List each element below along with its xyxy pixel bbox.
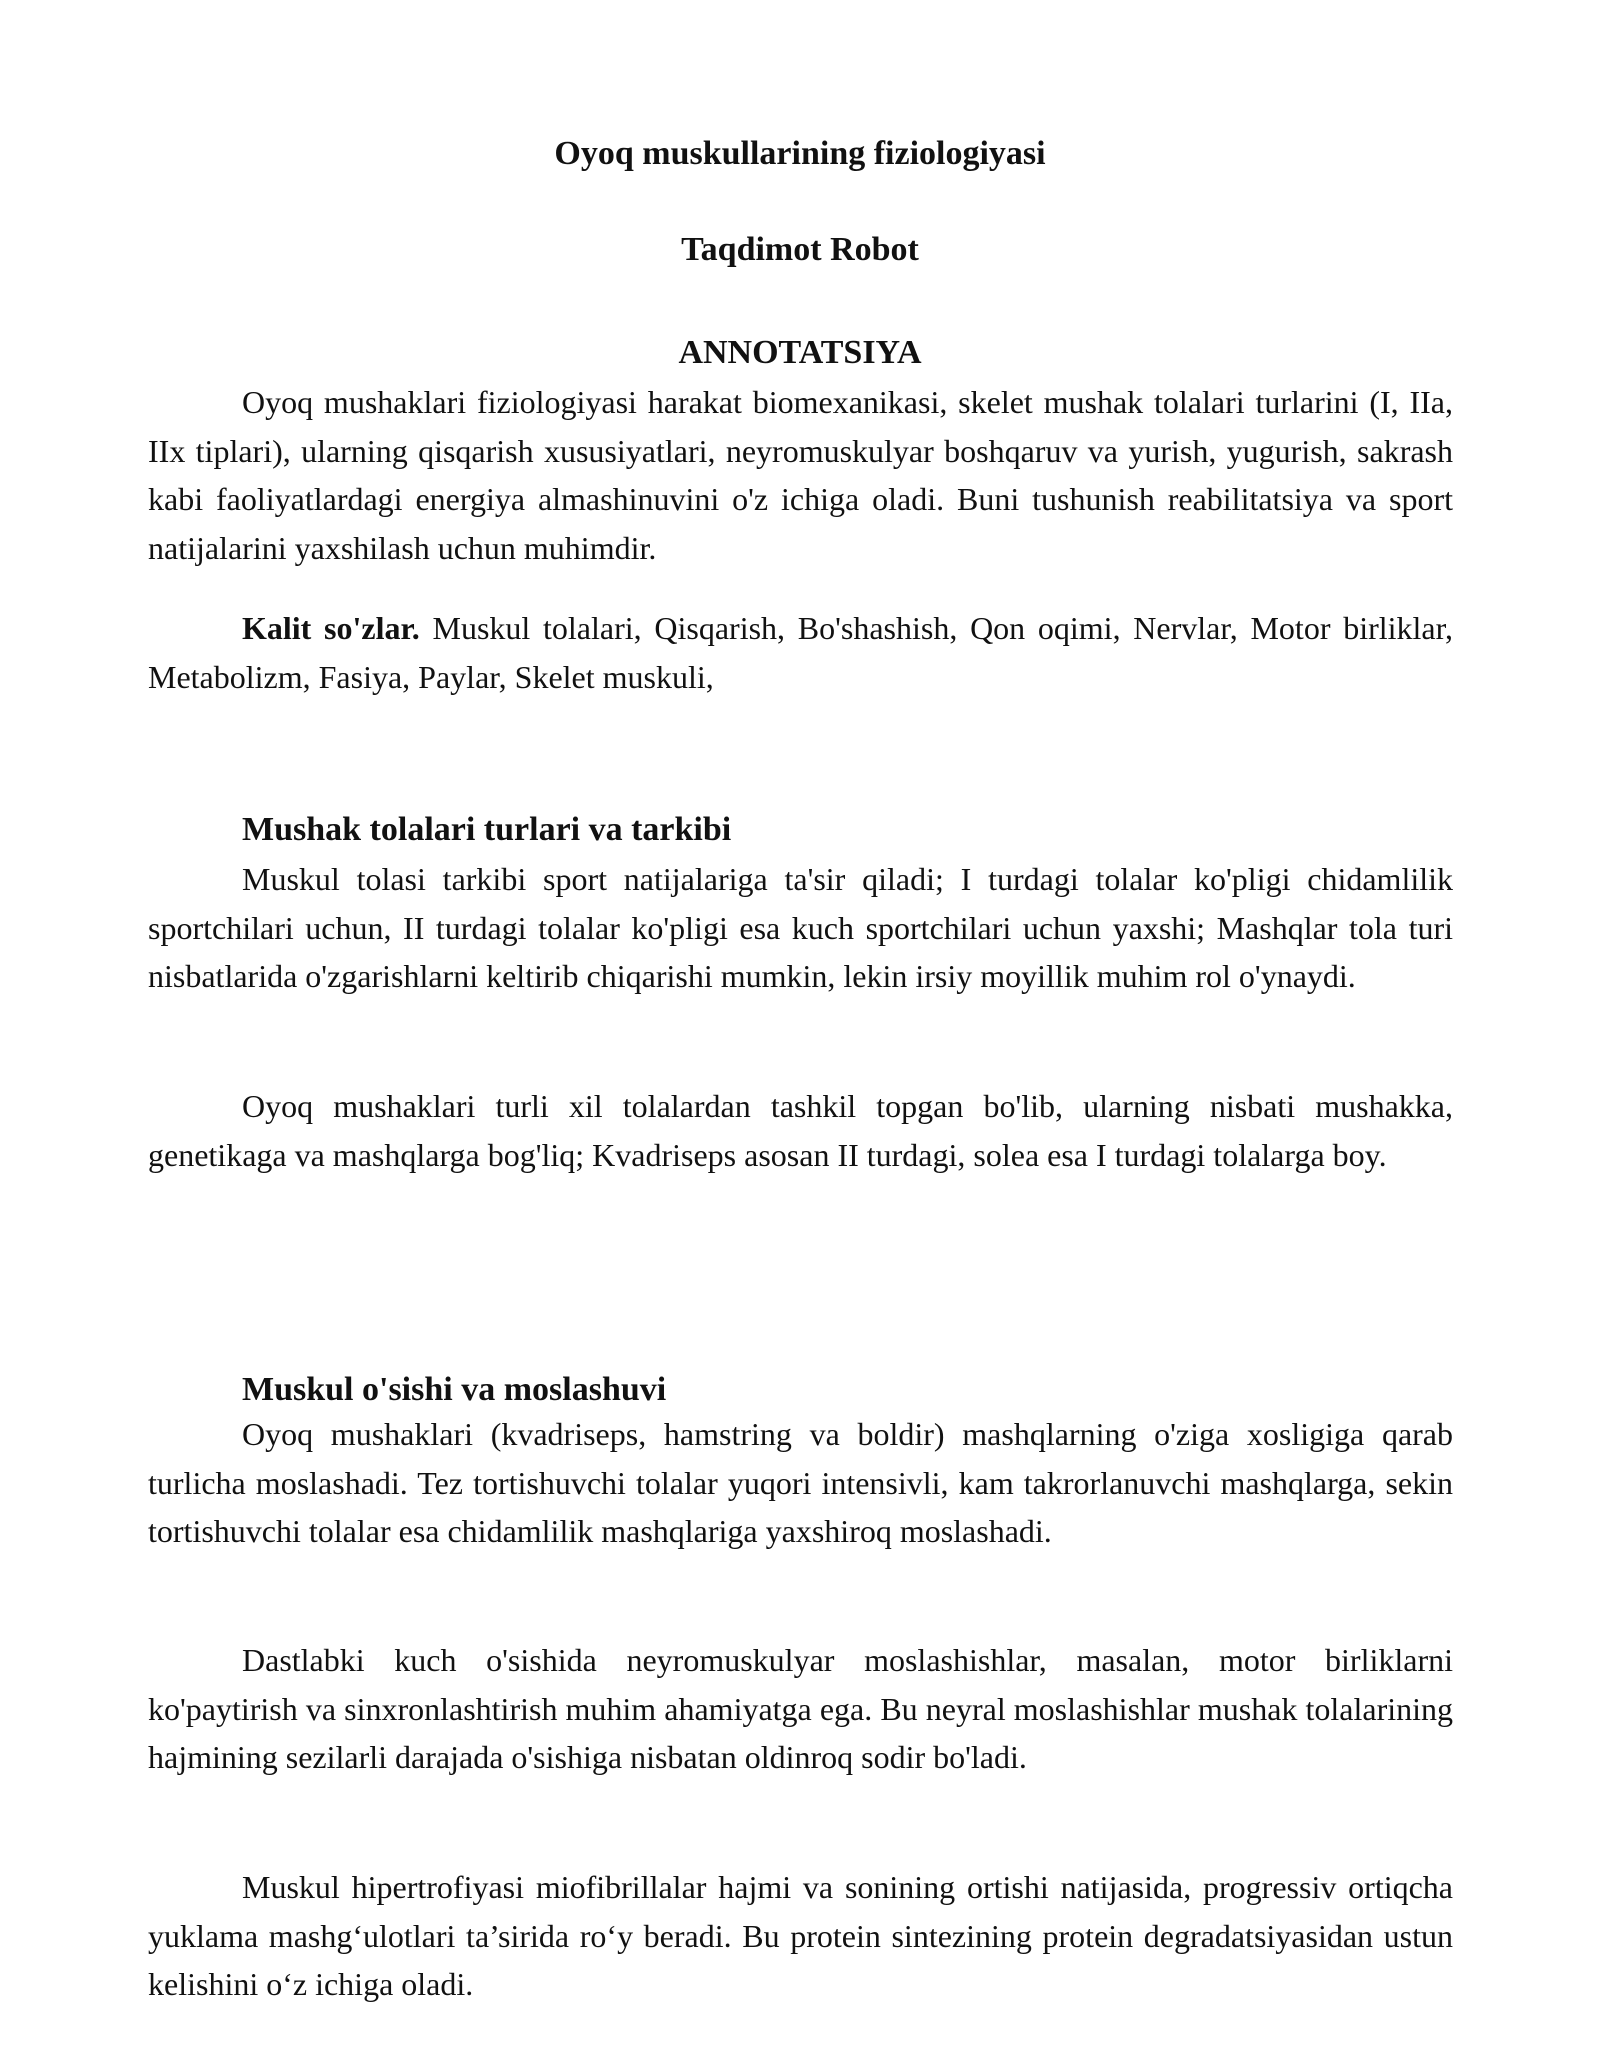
- growth-paragraph-3: Muskul hipertrofiyasi miofibrillalar hajmi va sonining ortishi natijasida, progressiv ortiqcha yuklama mashg‘ulotlari ta’sirida ro‘y beradi. Bu protein sintezining protein degradatsiyasidan ustun kelishini o‘z ichiga oladi.: [148, 1869, 1453, 2002]
- growth-paragraph-2: Dastlabki kuch o'sishida neyromuskulyar moslashishlar, masalan, motor birliklarni ko'paytirish va sinxronlashtirish muhim ahamiyatga ega. Bu neyral moslashishlar mushak tolalarining hajmining sezilarli darajada o'sishiga nisbatan oldinroq sodir bo'ladi.: [148, 1642, 1453, 1775]
- growth-paragraph-1: Oyoq mushaklari (kvadriseps, hamstring va boldir) mashqlarning o'ziga xosligiga qarab turlicha moslashadi. Tez tortishuvchi tolalar yuqori intensivli, kam takrorlanuvchi mashqlarga, sekin tortishuvchi tolalar esa chidamlilik mashqlariga yaxshiroq moslashadi.: [148, 1416, 1453, 1549]
- keywords-label: Kalit so'zlar.: [242, 610, 420, 646]
- annotation-paragraph: Oyoq mushaklari fiziologiyasi harakat biomexanikasi, skelet mushak tolalari turlarini (I, IIa, IIx tiplari), ularning qisqarish xususiyatlari, neyromuskulyar boshqaruv va yurish, yugurish, sakrash kabi faoliyatlardagi energiya almashinuvini o'z ichiga oladi. Buni tushunish reabilitatsiya va sport natijalarini yaxshilash uchun muhimdir.: [148, 384, 1453, 566]
- document-title: Oyoq muskullarining fiziologiyasi: [554, 135, 1046, 172]
- fiber-types-paragraph-2: Oyoq mushaklari turli xil tolalardan tashkil topgan bo'lib, ularning nisbati mushakka, genetikaga va mashqlarga bog'liq; Kvadriseps asosan II turdagi, solea esa I turdagi tolalarga boy.: [148, 1088, 1453, 1173]
- annotation-heading: ANNOTATSIYA: [678, 334, 922, 371]
- author-line: Taqdimot Robot: [681, 231, 919, 268]
- fiber-types-paragraph-1: Muskul tolasi tarkibi sport natijalariga ta'sir qiladi; I turdagi tolalar ko'pligi chidamlilik sportchilari uchun, II turdagi tolalar ko'pligi esa kuch sportchilari uchun yaxshi; Mashqlar tola turi nisbatlarida o'zgarishlarni keltirib chiqarishi mumkin, lekin irsiy moyillik muhim rol o'ynaydi.: [148, 861, 1453, 994]
- section-heading-growth: Muskul o'sishi va moslashuvi: [242, 1371, 667, 1408]
- keywords-paragraph: [148, 604, 1453, 701]
- keywords-list: Muskul tolalari, Qisqarish, Bo'shashish, Qon oqimi, Nervlar, Motor birliklar, Metabolizm, Fasiya, Paylar, Skelet muskuli,: [148, 610, 1454, 695]
- section-heading-fiber-types: Mushak tolalari turlari va tarkibi: [242, 811, 732, 848]
